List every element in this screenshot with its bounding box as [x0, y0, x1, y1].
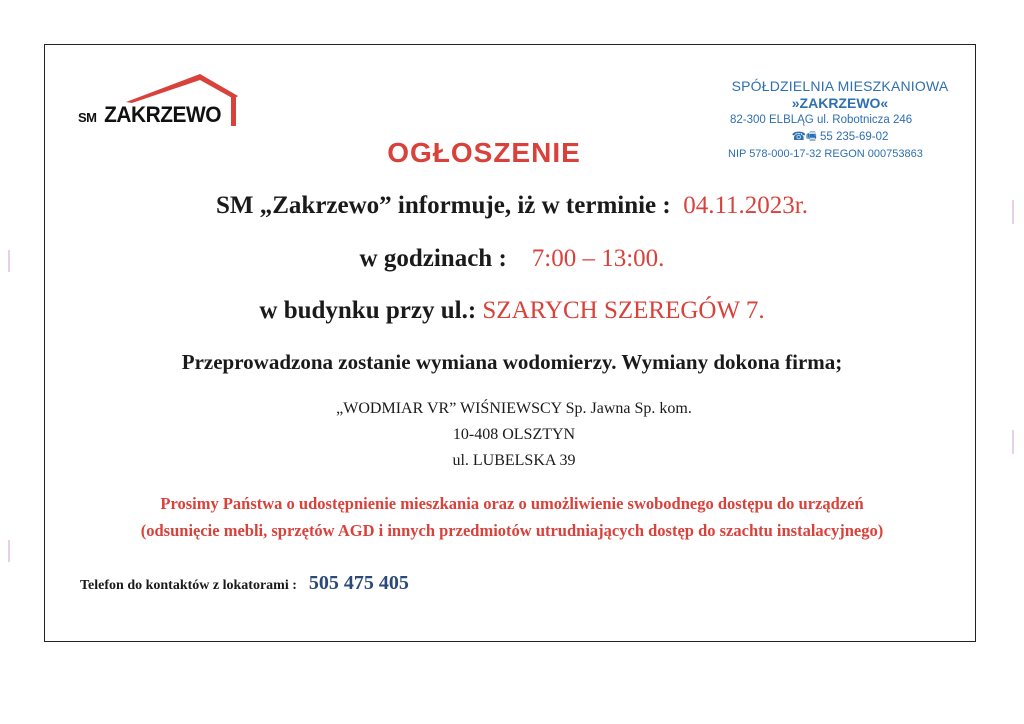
- contact-label: Telefon do kontaktów z lokatorami :: [80, 578, 297, 593]
- date-line: [0, 192, 1024, 220]
- stamp-org: SPÓŁDZIELNIA MIESZKANIOWA: [731, 78, 949, 94]
- address-line: [0, 297, 1024, 325]
- stamp-tax-ids: NIP 578-000-17-32 REGON 000753863: [728, 148, 923, 160]
- stamp-name: »ZAKRZEWO«: [791, 95, 889, 111]
- hours-line: [0, 245, 1024, 273]
- logo-name: ZAKRZEWO: [104, 102, 221, 127]
- description-line: Przeprowadzona zostanie wymiana wodomierzy. Wymiany dokona firma;: [181, 350, 843, 374]
- logo-prefix: SM: [78, 110, 97, 125]
- page-title: [0, 137, 1024, 169]
- logo-text: [78, 102, 224, 128]
- firm-city: 10-408 OLSZTYN: [452, 426, 576, 443]
- firm-street: ul. LUBELSKA 39: [452, 452, 576, 469]
- address-line-text: w budynku przy ul.:: [259, 297, 477, 324]
- contact-row: [80, 572, 409, 595]
- stamp-address: 82-300 ELBLĄG ul. Robotnicza 246: [730, 114, 913, 126]
- company-logo: [76, 72, 246, 132]
- notice-line-1: Prosimy Państwa o udostępnienie mieszkania oraz o umożliwienie swobodnego dostępu do urządzeń: [160, 494, 864, 513]
- street-value: SZARYCH SZEREGÓW 7.: [482, 297, 765, 324]
- notice-line-2: (odsunięcie mebli, sprzętów AGD i innych przedmiotów utrudniających dostęp do szachtu instalacyjnego): [140, 521, 884, 540]
- hours-line-text: w godzinach :: [359, 245, 507, 272]
- firm-details: [0, 396, 1024, 474]
- notice-request: [0, 490, 1024, 544]
- firm-name: „WODMIAR VR” WIŚNIEWSCY Sp. Jawna Sp. kom.: [336, 400, 692, 417]
- contact-number: 505 475 405: [308, 572, 409, 594]
- date-value: 04.11.2023r.: [683, 192, 809, 219]
- hours-value: 7:00 – 13:00.: [531, 245, 665, 272]
- stamp-phone: ☎🖷 55 235-69-02: [791, 131, 889, 143]
- title-text: OGŁOSZENIE: [387, 137, 581, 168]
- date-line-text: SM „Zakrzewo” informuje, iż w terminie :: [215, 192, 671, 219]
